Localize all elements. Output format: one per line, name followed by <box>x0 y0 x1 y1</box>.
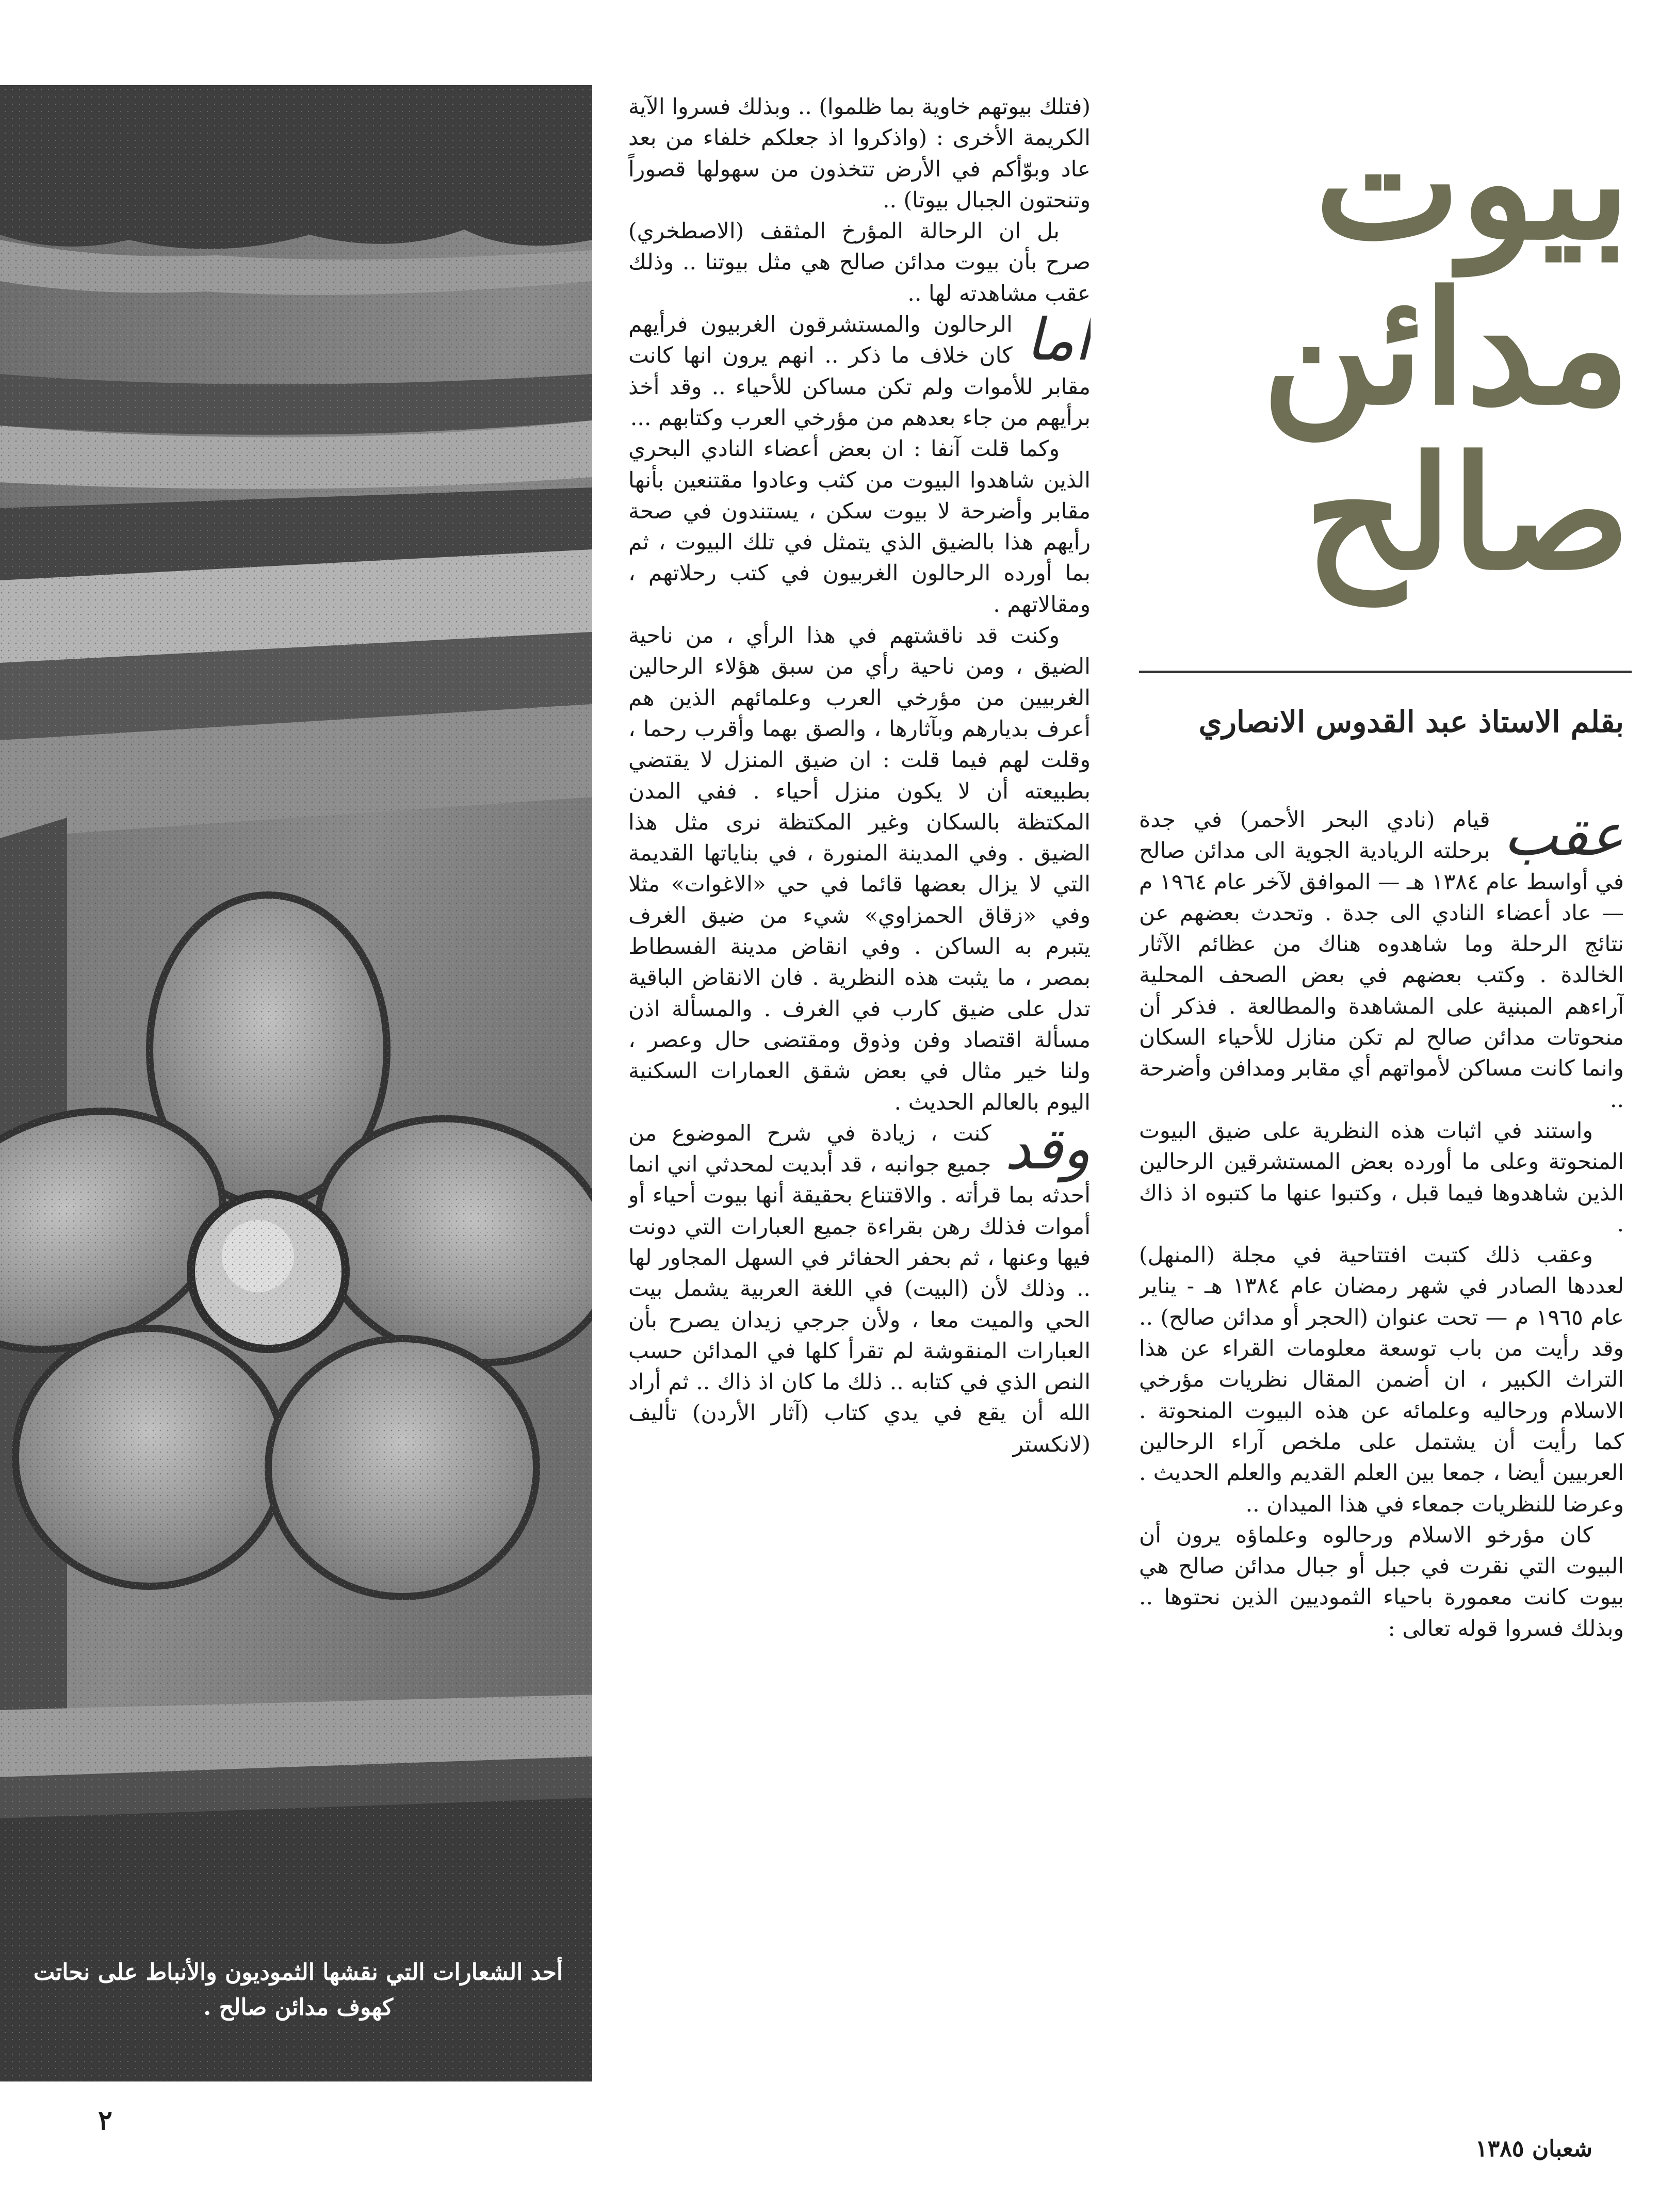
title-divider <box>1139 671 1632 673</box>
right-text-column <box>1139 805 1624 2084</box>
paragraph <box>1139 805 1624 1116</box>
paragraph: كان مؤرخو الاسلام ورحالوه وعلماؤه يرون أن البيوت التي نقرت في جبل أو جبال مدائن صالح هي بيوت كانت معمورة باحياء الثموديين الذين نحتوها .. وبذلك فسروا قوله تعالى : <box>1139 1522 1624 1641</box>
paragraph: وكنت قد ناقشتهم في هذا الرأي ، من ناحية الضيق ، ومن ناحية رأي من سبق هؤلاء الرحالين الغربيين من مؤرخي العرب وعلمائهم الذين هم أعرف بديارهم وبآثارها ، والصق بهما وأقرب رحما ، وقلت لهم فيما قلت : ان ضيق المنزل لا يقتضي بطبيعته أن لا يكون منزل أحياء . ففي المدن المكتظة بالسكان وغير المكتظة نرى مثل هذا الضيق . وفي المدينة المنورة ، في بناياتها القديمة التي لا يزال بعضها قائما في حي «الاغوات» مثلا وفي «زقاق الحمزاوي» شيء من ضيق الغرف يتبرم به الساكن . وفي انقاض مدينة الفسطاط بمصر ، ما يثبت هذه النظرية . فان الانقاض الباقية تدل على ضيق كارب في الغرف . والمسألة اذن مسألة اقتصاد وفن وذوق ومقتضى حال وعصر ، ولنا خير مثال في بعض شقق العمارات السكنية اليوم بالعالم الحديث . <box>628 623 1091 1115</box>
drop-cap: وقد <box>1004 1115 1091 1182</box>
paragraph: وعقب ذلك كتبت افتتاحية في مجلة (المنهل) لعددها الصادر في شهر رمضان عام ١٣٨٤ هـ - يناير عام ١٩٦٥ م — تحت عنوان (الحجر أو مدائن صالح) .. وقد رأيت من باب توسعة معلومات القراء عن هذا التراث الكبير ، ان أضمن المقال نظريات مؤرخي الاسلام ورحاليه وعلمائه عن هذه البيوت المنحوتة . كما رأيت أن يشتمل على ملخص آراء الرحالين العربيين أيضا ، جمعا بين العلم القديم والعلم الحديث . وعرضا للنظريات جمعاء في هذا الميدان .. <box>1139 1243 1624 1517</box>
footer-date: شعبان ١٣٨٥ <box>1475 2136 1592 2162</box>
title-line-1: بيوت <box>1314 92 1630 274</box>
paragraph: (فتلك بيوتهم خاوية بما ظلموا) .. وبذلك فسروا الآية الكريمة الأخرى : (واذكروا اذ جعلكم خلفاء من بعد عاد وبوّأكم في الأرض تتخذون من سهولها قصوراً وتنحتون الجبال بيوتا) .. <box>628 94 1091 213</box>
title-line-3: صالح <box>1304 422 1630 604</box>
paragraph: وكما قلت آنفا : ان بعض أعضاء النادي البحري الذين شاهدوا البيوت من كثب وعادوا مقتنعين بأنها مقابر وأضرحة لا بيوت سكن ، يستندون في صحة رأيهم هذا بالضيق الذي يتمثل في تلك البيوت ، ثم بما أورده الرحالون الغربيون في كتب رحلاتهم ، ومقالاتهم . <box>628 436 1091 617</box>
middle-text-column <box>628 92 1091 2083</box>
paragraph: بل ان الرحالة المؤرخ المثقف (الاصطخري) صرح بأن بيوت مدائن صالح هي مثل بيوتنا .. وذلك عقب مشاهدته لها .. <box>628 219 1091 306</box>
article-title <box>1156 92 1630 604</box>
paragraph <box>628 1115 1091 1460</box>
drop-cap: عقب <box>1503 805 1624 869</box>
paragraph-text: قيام (نادي البحر الأحمر) في جدة برحلته الريادية الجوية الى مدائن صالح في أواسط عام ١٣٨٤ هـ — الموافق لآخر عام ١٩٦٤ م — عاد أعضاء النادي الى جدة . وتحدث بعضهم عن نتائج الرحلة وما شاهدوه هناك من عظائم الآثار الخالدة . وكتب بعضهم في بعض الصحف المحلية آراءهم المبنية على المشاهدة والمطالعة . فذكر أن منحوتات مدائن صالح لم تكن منازل للأحياء السكان وانما كانت مساكن لأمواتهم أي مقابر ومدافن وأضرحة .. <box>1139 807 1624 1113</box>
photo-caption: أحد الشعارات التي نقشها الثموديون والأنباط على نحاتت كهوف مدائن صالح . <box>33 1959 563 2021</box>
paragraph: واستند في اثبات هذه النظرية على ضيق البيوت المنحوتة وعلى ما أورده بعض المستشرقين الرحالين الذين شاهدوها فيما قبل ، وكتبوا عنها ما كتبوه اذ ذاك . <box>1139 1118 1624 1237</box>
author-byline: بقلم الاستاذ عبد القدوس الانصاري <box>1198 704 1624 739</box>
stone-relief-photo <box>0 85 592 2081</box>
page-number: ٢ <box>98 2105 112 2136</box>
paragraph <box>628 306 1091 434</box>
drop-cap: اما <box>1026 306 1091 374</box>
paragraph-text: كنت ، زيادة في شرح الموضوع من جميع جوانبه ، قد أبديت لمحدثي اني انما أحدثه بما قرأته . والاقتناع بحقيقة أنها بيوت أحياء أو أموات فذلك رهن بقراءة جميع العبارات التي دونت فيها وعنها ، ثم بحفر الحفائر في السهل المجاور لها .. وذلك لأن (البيت) في اللغة العربية يشمل بيت الحي والميت معا ، ولأن جرجي زيدان يصرح بأن العبارات المنقوشة لم تقرأ كلها في المدائن حسب النص الذي في كتابه .. ذلك ما كان اذ ذاك .. ثم أراد الله أن يقع في يدي كتاب (آثار الأردن) تأليف (لانكستر <box>628 1120 1091 1457</box>
title-line-2: مدائن <box>1262 257 1630 439</box>
paragraph-text: الرحالون والمستشرقون الغربيون فرأيهم كان خلاف ما ذكر .. انهم يرون انها كانت مقابر للأموات ولم تكن مساكن للأحياء .. وقد أخذ برأيهم من جاء بعدهم من مؤرخي العرب وكتابهم ... <box>628 312 1091 431</box>
